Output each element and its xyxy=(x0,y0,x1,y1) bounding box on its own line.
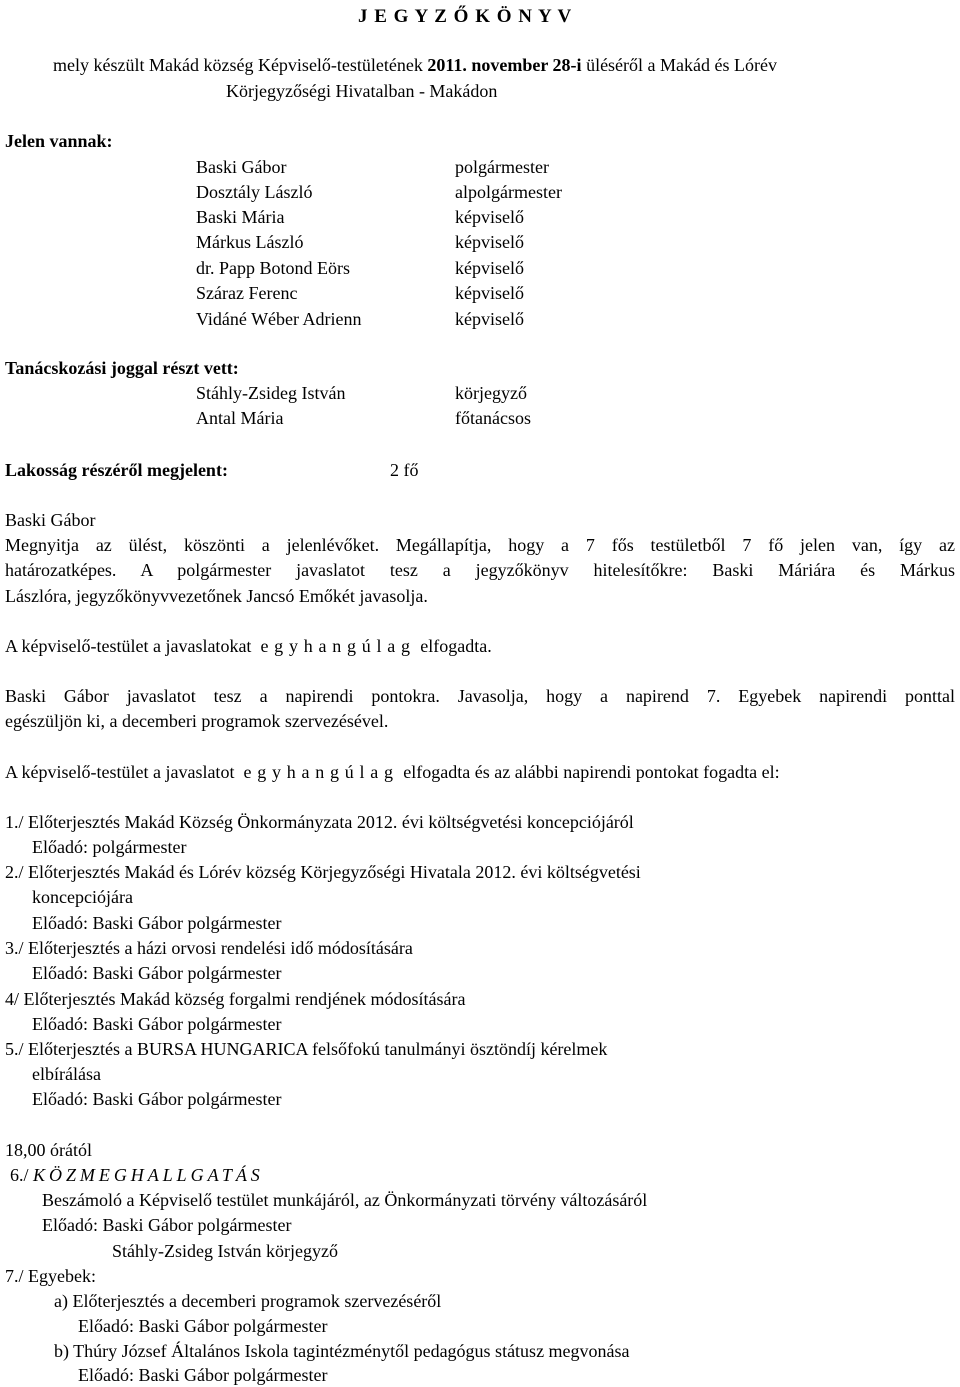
member-role: képviselő xyxy=(455,232,524,252)
advisory-role: körjegyző xyxy=(455,383,527,403)
agenda-presenter: Előadó: Baski Gábor polgármester xyxy=(32,1014,282,1034)
member-name: Száraz Ferenc xyxy=(196,283,298,303)
member-name: Baski Mária xyxy=(196,207,285,227)
intro-text-c: üléséről a Makád és Lórév xyxy=(586,55,777,75)
intro-line-2: Körjegyzőségi Hivatalban - Makádon xyxy=(226,81,498,101)
agenda-item: 3./ Előterjesztés a házi orvosi rendelési idő módosítására xyxy=(5,938,413,958)
paragraph-line: Lászlóra, jegyzőkönyvvezetőnek Jancsó Emőkét javasolja. xyxy=(5,586,428,606)
agenda-presenter: Előadó: polgármester xyxy=(32,837,187,857)
intro-line-1 xyxy=(53,54,777,76)
paragraph-line: egészüljön ki, a decemberi programok szervezésével. xyxy=(5,711,389,731)
meeting-date: 2011. november 28-i xyxy=(427,55,582,75)
agenda-presenter: Előadó: Baski Gábor polgármester xyxy=(78,1316,328,1336)
advisory-heading: Tanácskozási joggal részt vett: xyxy=(5,358,239,378)
public-count: 2 fő xyxy=(390,460,419,480)
advisory-role: főtanácsos xyxy=(455,408,531,428)
member-role: alpolgármester xyxy=(455,182,562,202)
paragraph-line: Megnyitja az ülést, köszönti a jelenlévőket. Megállapítja, hogy a 7 fős testületből 7 fő jelen van, így az xyxy=(5,535,955,555)
agenda-presenter: Előadó: Baski Gábor polgármester xyxy=(32,913,282,933)
member-name: Vidáné Wéber Adrienn xyxy=(196,309,362,329)
public-hearing-title: KÖZMEGHALLGATÁS xyxy=(33,1165,264,1185)
member-role: polgármester xyxy=(455,157,549,177)
agenda-presenter: Előadó: Baski Gábor polgármester xyxy=(32,963,282,983)
agenda-presenter-2: Stáhly-Zsideg István körjegyző xyxy=(112,1241,338,1261)
vote-text: A képviselő-testület a javaslatokat xyxy=(5,636,252,656)
agenda-time: 18,00 órától xyxy=(5,1140,92,1160)
agenda-subitem: b) Thúry József Általános Iskola tagintézménytől pedagógus státusz megvonása xyxy=(54,1341,630,1361)
paragraph-line: Baski Gábor javaslatot tesz a napirendi pontokra. Javasolja, hogy a napirend 7. Egyebek napirendi ponttal xyxy=(5,686,955,706)
member-role: képviselő xyxy=(455,309,524,329)
vote-text: elfogadta. xyxy=(420,636,492,656)
member-name: Baski Gábor xyxy=(196,157,287,177)
member-role: képviselő xyxy=(455,207,524,227)
vote-spaced-word: egyhangúlag xyxy=(243,762,399,782)
member-name: Márkus László xyxy=(196,232,304,252)
agenda-number: 6./ xyxy=(10,1165,29,1185)
member-name: Dosztály László xyxy=(196,182,313,202)
agenda-item: 4/ Előterjesztés Makád község forgalmi rendjének módosítására xyxy=(5,989,466,1009)
agenda-item: 2./ Előterjesztés Makád és Lórév község Körjegyzőségi Hivatala 2012. évi költségvetési xyxy=(5,862,641,882)
intro-text-a: mely készült Makád község Képviselő-testületének xyxy=(53,55,423,75)
advisory-name: Stáhly-Zsideg István xyxy=(196,383,346,403)
agenda-subitem: a) Előterjesztés a decemberi programok szervezéséről xyxy=(54,1291,442,1311)
agenda-item: 1./ Előterjesztés Makád Község Önkormányzata 2012. évi költségvetési koncepciójáról xyxy=(5,812,634,832)
agenda-item-desc: Beszámoló a Képviselő testület munkájáról, az Önkormányzati törvény változásáról xyxy=(42,1190,648,1210)
agenda-item: 7./ Egyebek: xyxy=(5,1266,96,1286)
speaker-name: Baski Gábor xyxy=(5,510,96,530)
document-title: J E G Y Z Ő K Ö N Y V xyxy=(358,6,573,27)
public-heading: Lakosság részéről megjelent: xyxy=(5,460,228,480)
vote-result-2 xyxy=(5,761,780,783)
agenda-presenter: Előadó: Baski Gábor polgármester xyxy=(32,1089,282,1109)
vote-text: elfogadta és az alábbi napirendi pontokat fogadta el: xyxy=(403,762,780,782)
member-role: képviselő xyxy=(455,283,524,303)
agenda-item-cont: elbírálása xyxy=(32,1064,101,1084)
paragraph-line: határozatképes. A polgármester javaslatot tesz a jegyzőkönyv hitelesítőkre: Baski Máriára és Márkus xyxy=(5,560,955,580)
agenda-presenter: Előadó: Baski Gábor polgármester xyxy=(78,1365,328,1385)
member-role: képviselő xyxy=(455,258,524,278)
advisory-name: Antal Mária xyxy=(196,408,284,428)
agenda-presenter: Előadó: Baski Gábor polgármester xyxy=(42,1215,292,1235)
agenda-item-cont: koncepciójára xyxy=(32,887,133,907)
agenda-item-6 xyxy=(10,1164,264,1186)
vote-result-1 xyxy=(5,635,492,657)
vote-spaced-word: egyhangúlag xyxy=(260,636,416,656)
vote-text: A képviselő-testület a javaslatot xyxy=(5,762,235,782)
member-name: dr. Papp Botond Eörs xyxy=(196,258,351,278)
present-heading: Jelen vannak: xyxy=(5,131,113,151)
agenda-item: 5./ Előterjesztés a BURSA HUNGARICA felsőfokú tanulmányi ösztöndíj kérelmek xyxy=(5,1039,608,1059)
